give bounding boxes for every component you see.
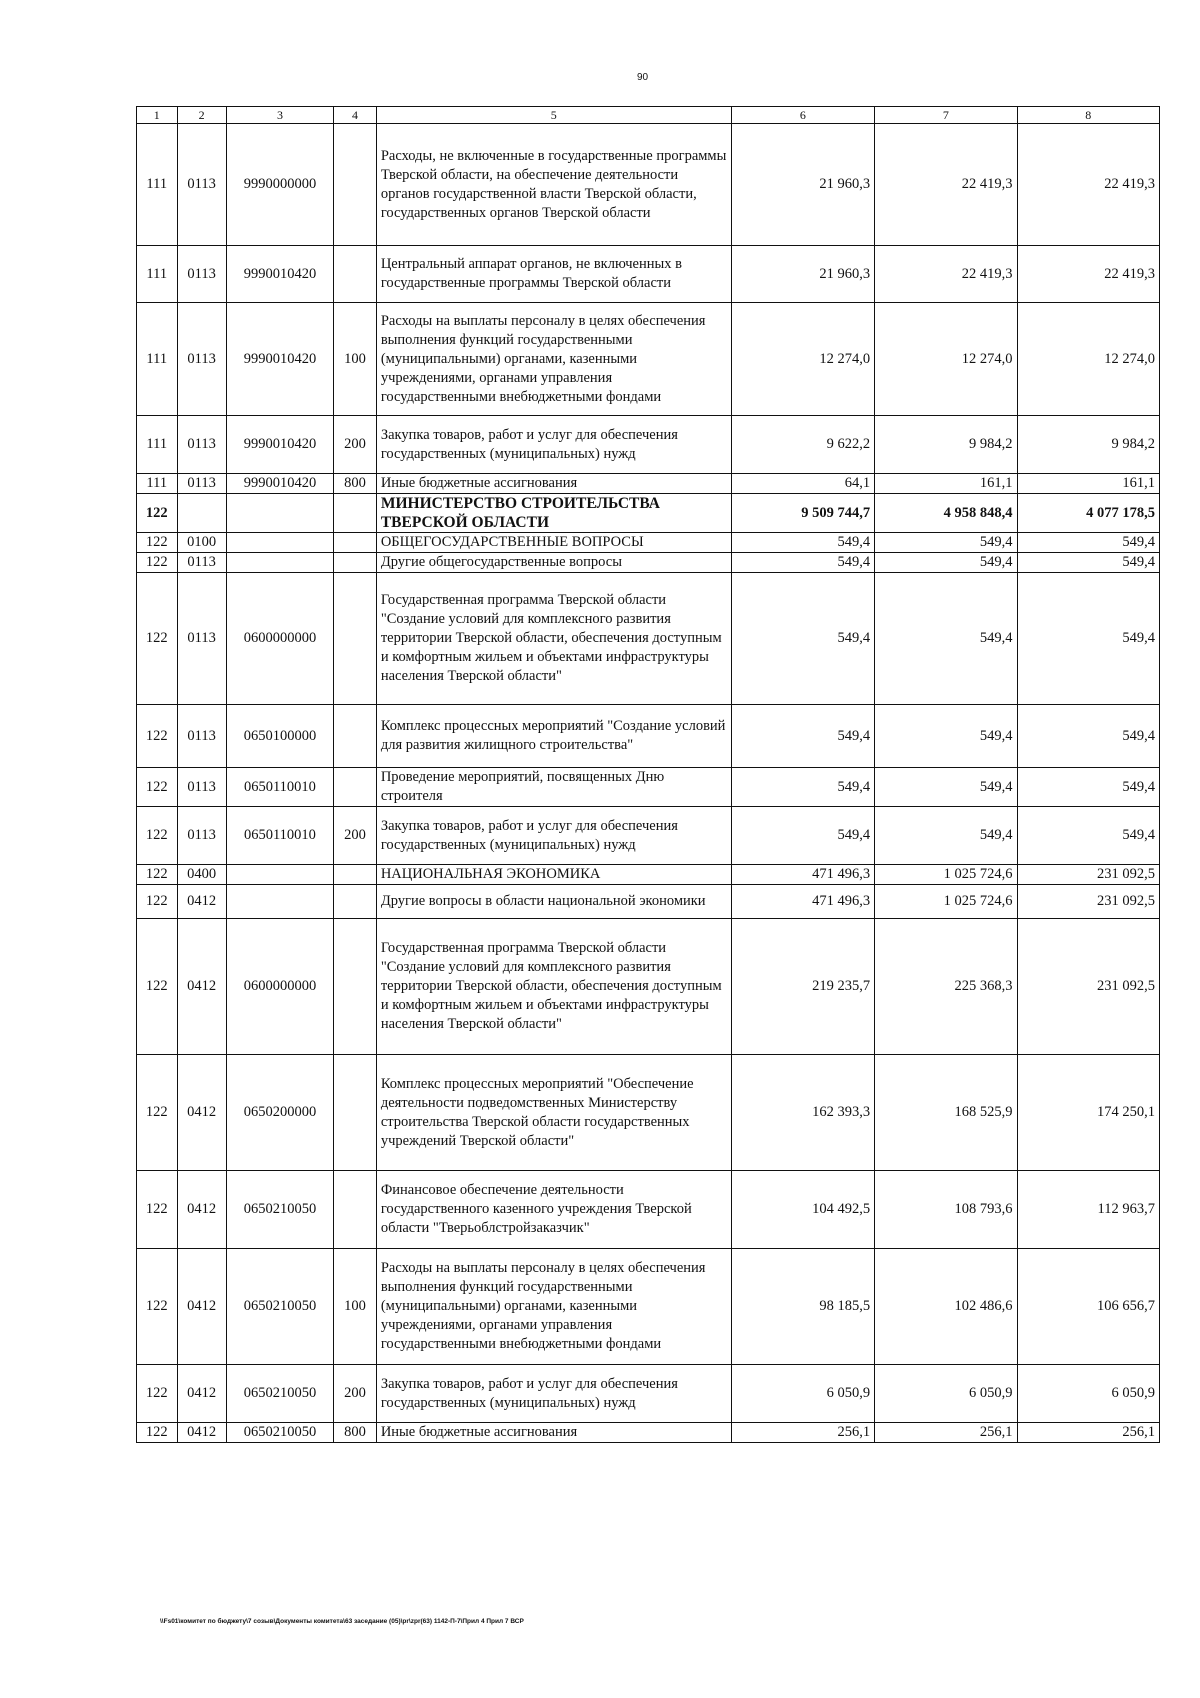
cell-amount-year2: 6 050,9 [875,1365,1017,1423]
cell-amount-year1: 98 185,5 [731,1249,874,1365]
cell-target-code [226,865,333,885]
column-number: 1 [137,107,178,124]
column-number: 2 [177,107,226,124]
cell-expense-type: 800 [334,474,377,494]
cell-amount-year3: 549,4 [1017,533,1159,553]
cell-description: Комплекс процессных мероприятий "Обеспечение деятельности подведомственных Министерству строительства Тверской области государственных учреждений Тверской области" [376,1055,731,1171]
cell-amount-year1: 549,4 [731,807,874,865]
cell-amount-year2: 12 274,0 [875,303,1017,416]
cell-amount-year1: 21 960,3 [731,124,874,246]
cell-amount-year2: 1 025 724,6 [875,865,1017,885]
cell-amount-year1: 9 509 744,7 [731,494,874,533]
cell-description: Государственная программа Тверской области "Создание условий для комплексного развития территории Тверской области, обеспечения доступным и комфортным жильем и объектами инфраструктуры населения Тверской области" [376,573,731,705]
cell-amount-year1: 6 050,9 [731,1365,874,1423]
cell-target-code: 0650110010 [226,807,333,865]
cell-section-code: 0113 [177,246,226,303]
cell-amount-year3: 231 092,5 [1017,885,1159,919]
cell-expense-type [334,865,377,885]
cell-description: Иные бюджетные ассигнования [376,1423,731,1443]
cell-admin-code: 111 [137,303,178,416]
cell-section-code: 0113 [177,416,226,474]
cell-section-code: 0113 [177,807,226,865]
cell-amount-year3: 549,4 [1017,768,1159,807]
cell-amount-year1: 162 393,3 [731,1055,874,1171]
cell-amount-year1: 64,1 [731,474,874,494]
cell-section-code: 0113 [177,573,226,705]
cell-amount-year1: 9 622,2 [731,416,874,474]
cell-admin-code: 122 [137,705,178,768]
cell-target-code: 9990010420 [226,474,333,494]
cell-admin-code: 111 [137,474,178,494]
cell-target-code: 0650210050 [226,1171,333,1249]
cell-admin-code: 122 [137,1171,178,1249]
cell-section-code: 0412 [177,1249,226,1365]
cell-description: Расходы на выплаты персоналу в целях обеспечения выполнения функций государственными (муниципальными) органами, казенными учреждениями, органами управления государственными внебюджетными фондами [376,303,731,416]
cell-expense-type [334,553,377,573]
cell-description: Закупка товаров, работ и услуг для обеспечения государственных (муниципальных) нужд [376,416,731,474]
cell-admin-code: 122 [137,533,178,553]
cell-amount-year2: 22 419,3 [875,124,1017,246]
cell-amount-year3: 9 984,2 [1017,416,1159,474]
cell-amount-year2: 549,4 [875,573,1017,705]
cell-description: Проведение мероприятий, посвященных Дню строителя [376,768,731,807]
cell-section-code: 0412 [177,1423,226,1443]
cell-description: Расходы, не включенные в государственные программы Тверской области, на обеспечение деятельности органов государственной власти Тверской области, государственных органов Тверской области [376,124,731,246]
cell-amount-year3: 22 419,3 [1017,124,1159,246]
cell-admin-code: 122 [137,1055,178,1171]
table-row [137,494,1160,533]
cell-amount-year1: 256,1 [731,1423,874,1443]
cell-expense-type [334,919,377,1055]
cell-amount-year1: 471 496,3 [731,865,874,885]
cell-admin-code: 111 [137,416,178,474]
cell-section-code: 0412 [177,1171,226,1249]
cell-target-code: 0650210050 [226,1249,333,1365]
table-row [137,1171,1160,1249]
cell-section-code: 0412 [177,1365,226,1423]
cell-expense-type: 200 [334,416,377,474]
cell-amount-year2: 549,4 [875,768,1017,807]
cell-target-code: 0650200000 [226,1055,333,1171]
cell-section-code: 0412 [177,1055,226,1171]
cell-expense-type [334,885,377,919]
cell-section-code: 0113 [177,705,226,768]
cell-amount-year2: 168 525,9 [875,1055,1017,1171]
cell-amount-year3: 549,4 [1017,553,1159,573]
cell-amount-year1: 21 960,3 [731,246,874,303]
table-row [137,246,1160,303]
cell-admin-code: 122 [137,1365,178,1423]
cell-amount-year3: 112 963,7 [1017,1171,1159,1249]
cell-expense-type: 100 [334,303,377,416]
cell-expense-type [334,768,377,807]
cell-target-code: 9990010420 [226,303,333,416]
cell-admin-code: 122 [137,1423,178,1443]
cell-target-code: 9990010420 [226,246,333,303]
cell-section-code: 0113 [177,303,226,416]
cell-amount-year1: 549,4 [731,768,874,807]
cell-amount-year3: 549,4 [1017,705,1159,768]
cell-target-code: 0650210050 [226,1365,333,1423]
cell-expense-type: 800 [334,1423,377,1443]
file-path: \\Fs01\комитет по бюджету\7 созыв\Документы комитета\63 заседание (05)\pr\zpr(63) 1142-П-7\Прил 4 Прил 7 ВСР [160,1618,524,1625]
column-number-row [137,107,1160,124]
cell-amount-year1: 471 496,3 [731,885,874,919]
cell-amount-year1: 104 492,5 [731,1171,874,1249]
cell-amount-year2: 108 793,6 [875,1171,1017,1249]
budget-table [136,106,1160,1443]
cell-description: Иные бюджетные ассигнования [376,474,731,494]
cell-admin-code: 122 [137,1249,178,1365]
cell-description: Комплекс процессных мероприятий "Создание условий для развития жилищного строительства" [376,705,731,768]
table-row [137,416,1160,474]
cell-amount-year3: 4 077 178,5 [1017,494,1159,533]
cell-section-code: 0113 [177,768,226,807]
cell-expense-type [334,494,377,533]
cell-section-code: 0113 [177,474,226,494]
cell-expense-type: 200 [334,1365,377,1423]
cell-description: МИНИСТЕРСТВО СТРОИТЕЛЬСТВА ТВЕРСКОЙ ОБЛАСТИ [376,494,731,533]
cell-target-code: 0650110010 [226,768,333,807]
cell-amount-year3: 22 419,3 [1017,246,1159,303]
table-row [137,1055,1160,1171]
cell-description: Центральный аппарат органов, не включенных в государственные программы Тверской области [376,246,731,303]
cell-section-code: 0113 [177,553,226,573]
cell-expense-type [334,705,377,768]
cell-section-code: 0400 [177,865,226,885]
cell-target-code [226,553,333,573]
cell-amount-year2: 161,1 [875,474,1017,494]
table-row [137,885,1160,919]
cell-amount-year3: 161,1 [1017,474,1159,494]
cell-description: Другие общегосударственные вопросы [376,553,731,573]
column-number: 7 [875,107,1017,124]
cell-amount-year3: 6 050,9 [1017,1365,1159,1423]
cell-amount-year2: 9 984,2 [875,416,1017,474]
cell-amount-year2: 549,4 [875,807,1017,865]
cell-description: Другие вопросы в области национальной экономики [376,885,731,919]
cell-admin-code: 122 [137,768,178,807]
cell-target-code: 0600000000 [226,919,333,1055]
table-row [137,1423,1160,1443]
cell-admin-code: 111 [137,246,178,303]
cell-expense-type [334,533,377,553]
cell-amount-year3: 231 092,5 [1017,919,1159,1055]
cell-target-code: 9990010420 [226,416,333,474]
table-row [137,705,1160,768]
cell-amount-year3: 549,4 [1017,573,1159,705]
table-row [137,1249,1160,1365]
cell-admin-code: 122 [137,573,178,705]
cell-amount-year2: 102 486,6 [875,1249,1017,1365]
cell-admin-code: 122 [137,494,178,533]
cell-description: Закупка товаров, работ и услуг для обеспечения государственных (муниципальных) нужд [376,807,731,865]
cell-section-code: 0113 [177,124,226,246]
cell-description: НАЦИОНАЛЬНАЯ ЭКОНОМИКА [376,865,731,885]
table-row [137,124,1160,246]
cell-description: Закупка товаров, работ и услуг для обеспечения государственных (муниципальных) нужд [376,1365,731,1423]
cell-section-code [177,494,226,533]
cell-target-code: 0600000000 [226,573,333,705]
table-row [137,768,1160,807]
table-row [137,553,1160,573]
cell-admin-code: 122 [137,553,178,573]
cell-amount-year3: 256,1 [1017,1423,1159,1443]
cell-amount-year1: 549,4 [731,573,874,705]
column-number: 4 [334,107,377,124]
cell-description: Финансовое обеспечение деятельности государственного казенного учреждения Тверской области "Тверьоблстройзаказчик" [376,1171,731,1249]
cell-amount-year1: 549,4 [731,553,874,573]
cell-amount-year2: 4 958 848,4 [875,494,1017,533]
cell-amount-year3: 12 274,0 [1017,303,1159,416]
cell-target-code: 0650210050 [226,1423,333,1443]
cell-target-code: 0650100000 [226,705,333,768]
cell-amount-year2: 22 419,3 [875,246,1017,303]
column-number: 3 [226,107,333,124]
cell-description: ОБЩЕГОСУДАРСТВЕННЫЕ ВОПРОСЫ [376,533,731,553]
cell-expense-type [334,1055,377,1171]
cell-target-code [226,494,333,533]
cell-description: Государственная программа Тверской области "Создание условий для комплексного развития территории Тверской области, обеспечения доступным и комфортным жильем и объектами инфраструктуры населения Тверской области" [376,919,731,1055]
cell-amount-year1: 12 274,0 [731,303,874,416]
cell-admin-code: 122 [137,865,178,885]
cell-expense-type [334,573,377,705]
cell-amount-year2: 549,4 [875,553,1017,573]
page-number: 90 [636,72,649,83]
cell-admin-code: 122 [137,919,178,1055]
cell-admin-code: 111 [137,124,178,246]
table-row [137,919,1160,1055]
cell-amount-year2: 549,4 [875,533,1017,553]
cell-expense-type: 100 [334,1249,377,1365]
cell-section-code: 0412 [177,919,226,1055]
table-row [137,303,1160,416]
cell-section-code: 0100 [177,533,226,553]
cell-amount-year3: 174 250,1 [1017,1055,1159,1171]
cell-target-code [226,885,333,919]
cell-description: Расходы на выплаты персоналу в целях обеспечения выполнения функций государственными (муниципальными) органами, казенными учреждениями, органами управления государственными внебюджетными фондами [376,1249,731,1365]
cell-amount-year2: 225 368,3 [875,919,1017,1055]
table-row [137,865,1160,885]
table-row [137,573,1160,705]
cell-expense-type: 200 [334,807,377,865]
table-row [137,474,1160,494]
cell-amount-year2: 1 025 724,6 [875,885,1017,919]
table-row [137,1365,1160,1423]
cell-amount-year2: 256,1 [875,1423,1017,1443]
cell-amount-year3: 231 092,5 [1017,865,1159,885]
table-row [137,807,1160,865]
column-number: 5 [376,107,731,124]
cell-expense-type [334,124,377,246]
cell-admin-code: 122 [137,807,178,865]
column-number: 8 [1017,107,1159,124]
cell-section-code: 0412 [177,885,226,919]
cell-amount-year3: 549,4 [1017,807,1159,865]
table-row [137,533,1160,553]
cell-amount-year1: 549,4 [731,533,874,553]
cell-target-code: 9990000000 [226,124,333,246]
cell-expense-type [334,1171,377,1249]
cell-amount-year1: 219 235,7 [731,919,874,1055]
column-number: 6 [731,107,874,124]
cell-target-code [226,533,333,553]
cell-amount-year3: 106 656,7 [1017,1249,1159,1365]
cell-admin-code: 122 [137,885,178,919]
cell-amount-year1: 549,4 [731,705,874,768]
cell-expense-type [334,246,377,303]
cell-amount-year2: 549,4 [875,705,1017,768]
